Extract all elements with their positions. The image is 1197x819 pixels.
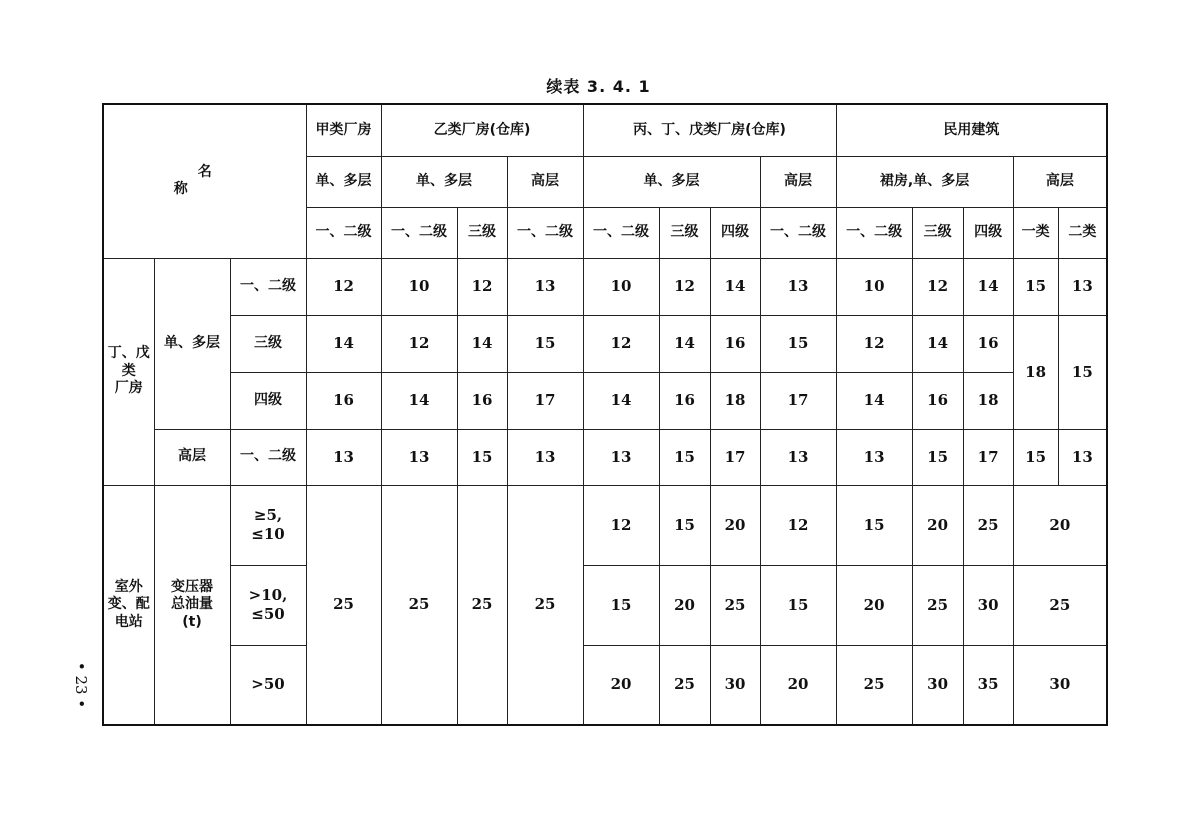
cell: 16 [659, 372, 710, 429]
cell: 20 [659, 565, 710, 645]
cell: 13 [760, 429, 836, 485]
cell: 30 [963, 565, 1013, 645]
row-grade: 四级 [230, 372, 306, 429]
cell: 14 [963, 258, 1013, 315]
cell-merged: 15 [1058, 315, 1107, 429]
header-grade: 三级 [912, 207, 963, 258]
cell: 15 [1013, 258, 1058, 315]
header-class: 一类 [1013, 207, 1058, 258]
row-subgroup-gc: 高层 [154, 429, 230, 485]
cell: 15 [836, 485, 912, 565]
cell: 14 [836, 372, 912, 429]
cell: 13 [381, 429, 457, 485]
cell-merged: 25 [507, 485, 583, 725]
cell: 13 [1058, 258, 1107, 315]
row-grade: 一、二级 [230, 429, 306, 485]
cell: 15 [507, 315, 583, 372]
table-row [103, 645, 1107, 725]
header-grade: 四级 [710, 207, 760, 258]
cell: 12 [306, 258, 381, 315]
cell: 20 [760, 645, 836, 725]
cell: 15 [457, 429, 507, 485]
header-grade: 一、二级 [836, 207, 912, 258]
cell: 14 [457, 315, 507, 372]
cell: 16 [963, 315, 1013, 372]
cell: 14 [583, 372, 659, 429]
cell: 14 [912, 315, 963, 372]
cell: 18 [963, 372, 1013, 429]
cell: 13 [836, 429, 912, 485]
row-range: >50 [230, 645, 306, 725]
cell: 17 [710, 429, 760, 485]
cell: 25 [659, 645, 710, 725]
header-bing: 丙、丁、戊类厂房(仓库) [583, 104, 836, 156]
cell: 16 [306, 372, 381, 429]
cell: 14 [306, 315, 381, 372]
page-number [66, 648, 96, 728]
cell: 20 [710, 485, 760, 565]
header-grade: 一、二级 [583, 207, 659, 258]
cell: 13 [507, 429, 583, 485]
cell: 14 [381, 372, 457, 429]
cell-merged: 18 [1013, 315, 1058, 429]
page-number-text: • 23 • [72, 661, 90, 709]
cell: 35 [963, 645, 1013, 725]
table-row [103, 429, 1107, 485]
row-range: >10, ≤50 [230, 565, 306, 645]
cell: 25 [912, 565, 963, 645]
row-grade: 三级 [230, 315, 306, 372]
row-subgroup-transformer: 变压器 总油量 (t) [154, 485, 230, 725]
table-row [103, 372, 1107, 429]
cell: 12 [381, 315, 457, 372]
cell: 25 [710, 565, 760, 645]
cell-merged: 25 [457, 485, 507, 725]
row-group-station: 室外 变、配 电站 [103, 485, 154, 725]
cell: 13 [1058, 429, 1107, 485]
cell: 16 [710, 315, 760, 372]
cell: 20 [836, 565, 912, 645]
cell: 12 [659, 258, 710, 315]
cell: 10 [836, 258, 912, 315]
row-grade: 一、二级 [230, 258, 306, 315]
cell: 20 [1013, 485, 1107, 565]
header-civil: 民用建筑 [836, 104, 1107, 156]
header-yi: 乙类厂房(仓库) [381, 104, 583, 156]
cell: 15 [583, 565, 659, 645]
cell: 30 [1013, 645, 1107, 725]
header-name: 名 称 [103, 104, 306, 258]
cell: 16 [912, 372, 963, 429]
cell: 12 [457, 258, 507, 315]
cell: 25 [1013, 565, 1107, 645]
header-grade: 一、二级 [381, 207, 457, 258]
cell: 15 [659, 429, 710, 485]
cell: 10 [583, 258, 659, 315]
table-row [103, 258, 1107, 315]
cell: 20 [912, 485, 963, 565]
header-jia-dd: 单、多层 [306, 156, 381, 207]
table-row [103, 485, 1107, 565]
cell: 10 [381, 258, 457, 315]
row-group-ding-wu: 丁、戊 类 厂房 [103, 258, 154, 485]
cell: 25 [963, 485, 1013, 565]
header-jia: 甲类厂房 [306, 104, 381, 156]
cell: 13 [306, 429, 381, 485]
cell: 15 [659, 485, 710, 565]
cell: 14 [710, 258, 760, 315]
cell: 15 [1013, 429, 1058, 485]
cell: 30 [912, 645, 963, 725]
header-grade: 四级 [963, 207, 1013, 258]
row-range: ≥5, ≤10 [230, 485, 306, 565]
cell: 12 [912, 258, 963, 315]
table-caption: 续表 3. 4. 1 [546, 77, 651, 96]
header-grade: 一、二级 [760, 207, 836, 258]
cell-merged: 25 [306, 485, 381, 725]
table-row [103, 565, 1107, 645]
cell: 13 [583, 429, 659, 485]
row-subgroup-dd: 单、多层 [154, 258, 230, 429]
cell: 15 [912, 429, 963, 485]
cell: 12 [583, 315, 659, 372]
cell: 13 [507, 258, 583, 315]
cell: 17 [760, 372, 836, 429]
cell: 12 [583, 485, 659, 565]
header-bing-gc: 高层 [760, 156, 836, 207]
header-civil-gc: 高层 [1013, 156, 1107, 207]
header-bing-dd: 单、多层 [583, 156, 760, 207]
header-grade: 一、二级 [306, 207, 381, 258]
header-grade: 一、二级 [507, 207, 583, 258]
cell: 20 [583, 645, 659, 725]
fire-spacing-table [102, 103, 1108, 726]
header-yi-dd: 单、多层 [381, 156, 507, 207]
header-yi-gc: 高层 [507, 156, 583, 207]
header-grade: 三级 [659, 207, 710, 258]
cell: 14 [659, 315, 710, 372]
header-row-1 [103, 104, 1107, 156]
cell: 15 [760, 315, 836, 372]
cell: 13 [760, 258, 836, 315]
cell: 16 [457, 372, 507, 429]
cell: 12 [760, 485, 836, 565]
cell: 12 [836, 315, 912, 372]
cell: 25 [836, 645, 912, 725]
header-grade: 三级 [457, 207, 507, 258]
cell: 18 [710, 372, 760, 429]
table-row [103, 315, 1107, 372]
cell: 30 [710, 645, 760, 725]
cell-merged: 25 [381, 485, 457, 725]
cell: 17 [507, 372, 583, 429]
cell: 17 [963, 429, 1013, 485]
header-civil-dd: 裙房,单、多层 [836, 156, 1013, 207]
cell: 15 [760, 565, 836, 645]
header-class: 二类 [1058, 207, 1107, 258]
